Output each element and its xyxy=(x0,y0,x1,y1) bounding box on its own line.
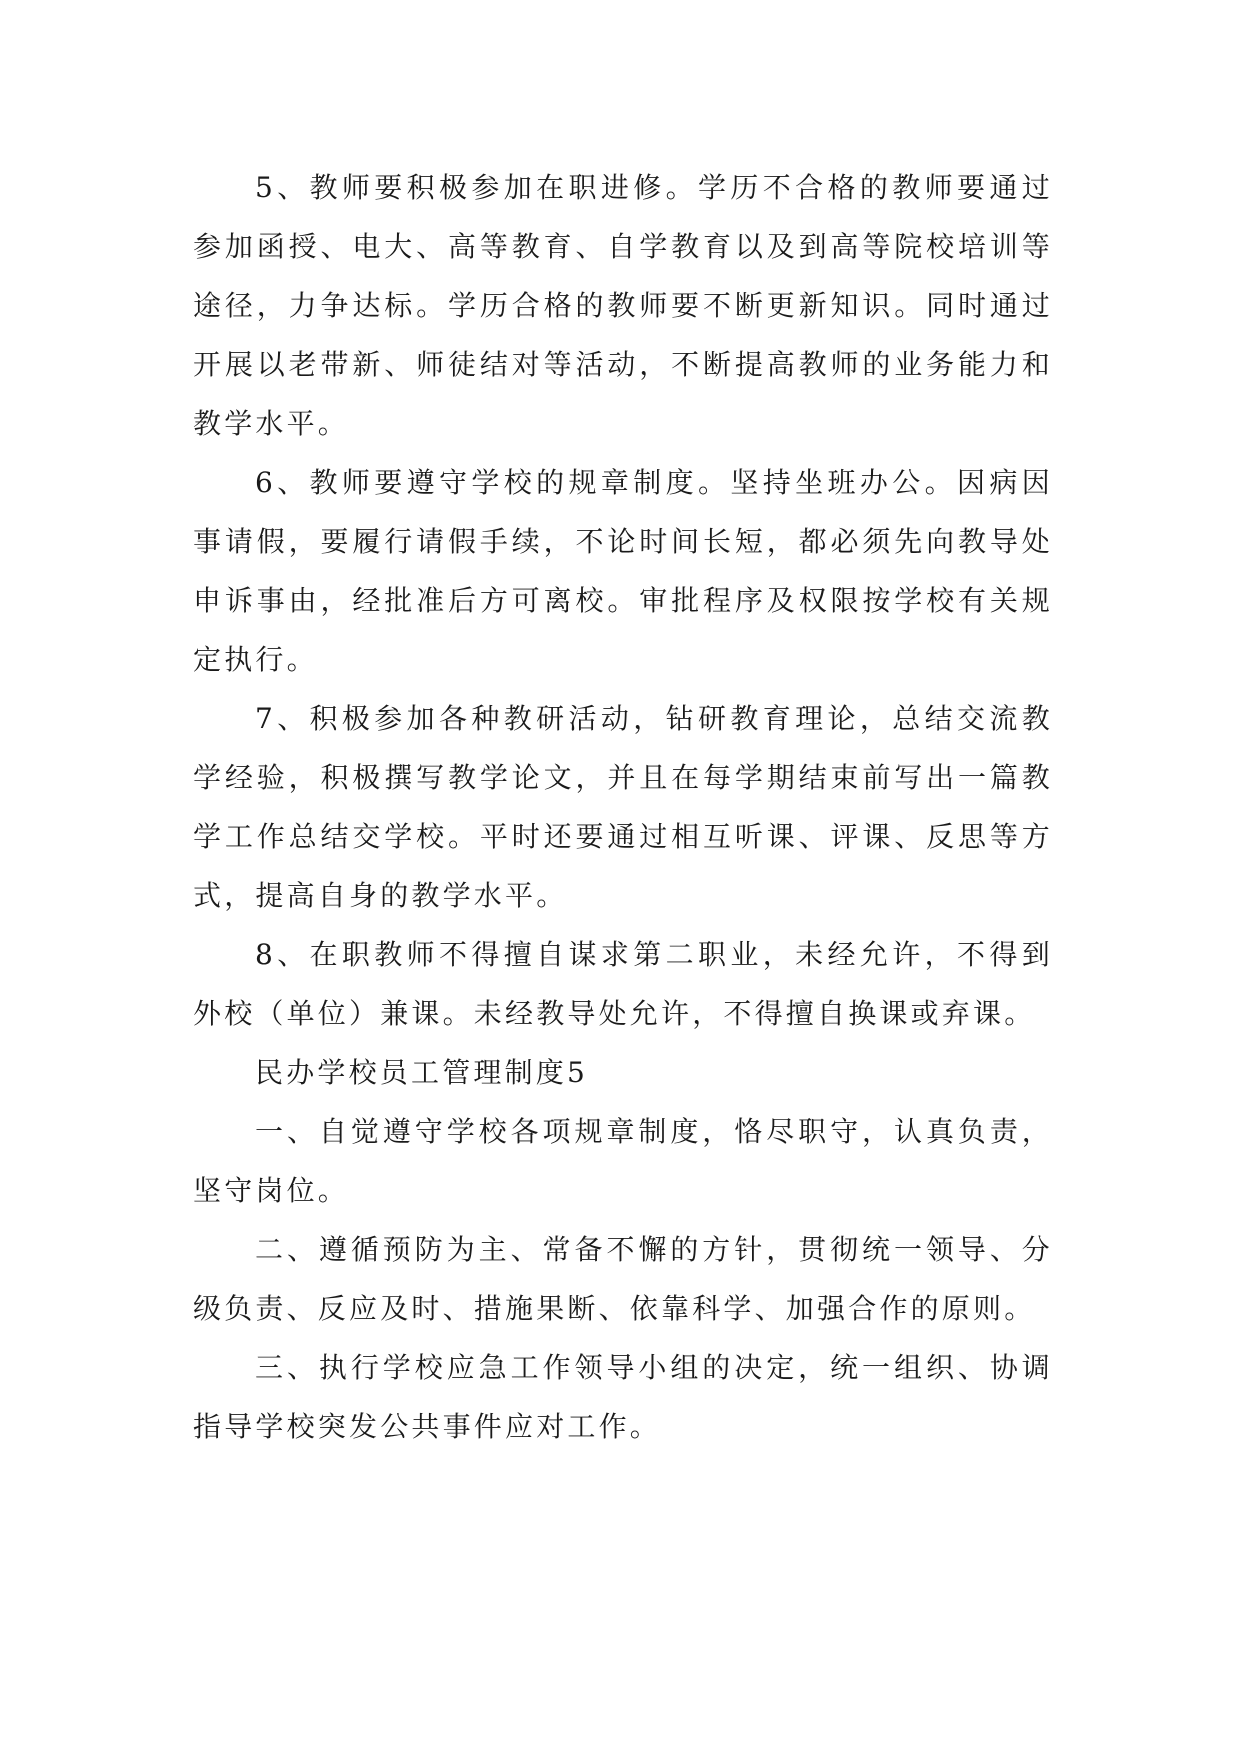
section-paragraph-1: 一、自觉遵守学校各项规章制度，恪尽职守，认真负责，坚守岗位。 xyxy=(193,1115,1053,1207)
section-paragraph-2: 二、遵循预防为主、常备不懈的方针，贯彻统一领导、分级负责、反应及时、措施果断、依靠科学、加强合作的原则。 xyxy=(193,1233,1053,1325)
section-title: 民办学校员工管理制度5 xyxy=(255,1056,589,1089)
section-paragraph-3: 三、执行学校应急工作领导小组的决定，统一组织、协调指导学校突发公共事件应对工作。 xyxy=(193,1351,1053,1443)
paragraph-7: 7、积极参加各种教研活动，钻研教育理论，总结交流教学经验，积极撰写教学论文，并且在每学期结束前写出一篇教学工作总结交学校。平时还要通过相互听课、评课、反思等方式，提高自身的教学水平。 xyxy=(193,702,1053,912)
document-body xyxy=(193,158,1053,1456)
paragraph-6: 6、教师要遵守学校的规章制度。坚持坐班办公。因病因事请假，要履行请假手续，不论时间长短，都必须先向教导处申诉事由，经批准后方可离校。审批程序及权限按学校有关规定执行。 xyxy=(193,466,1053,676)
paragraph-8: 8、在职教师不得擅自谋求第二职业，未经允许，不得到外校（单位）兼课。未经教导处允许，不得擅自换课或弃课。 xyxy=(193,938,1053,1030)
paragraph-5: 5、教师要积极参加在职进修。学历不合格的教师要通过参加函授、电大、高等教育、自学教育以及到高等院校培训等途径，力争达标。学历合格的教师要不断更新知识。同时通过开展以老带新、师徒结对等活动，不断提高教师的业务能力和教学水平。 xyxy=(193,171,1053,440)
